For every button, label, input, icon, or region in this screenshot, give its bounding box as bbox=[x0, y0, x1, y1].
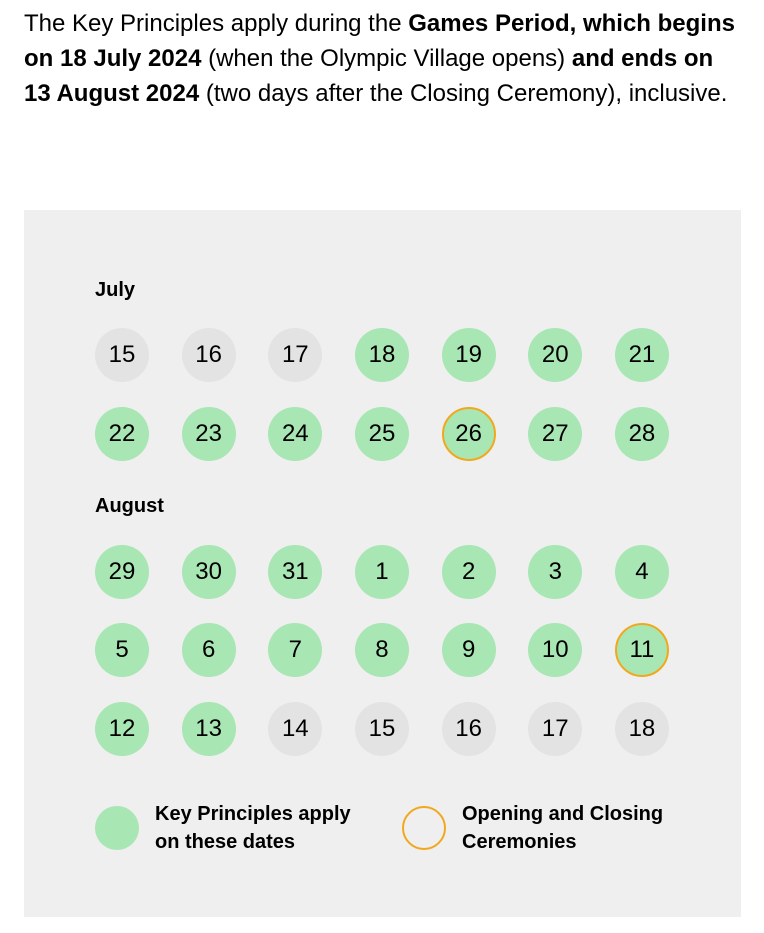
calendar-day: 17 bbox=[528, 702, 582, 756]
calendar-row-1 bbox=[95, 328, 669, 382]
calendar-day: 8 bbox=[355, 623, 409, 677]
calendar-day: 6 bbox=[182, 623, 236, 677]
legend-ceremony bbox=[402, 800, 672, 856]
calendar-day: 28 bbox=[615, 407, 669, 461]
calendar-day: 24 bbox=[268, 407, 322, 461]
calendar-day: 2 bbox=[442, 545, 496, 599]
calendar-day: 5 bbox=[95, 623, 149, 677]
intro-bold-1: Games Period, which begins on 18 July 2024 bbox=[24, 10, 735, 72]
calendar-day: 30 bbox=[182, 545, 236, 599]
calendar-row-3 bbox=[95, 545, 669, 599]
ceremony-day: 26 bbox=[442, 407, 496, 461]
calendar-day: 31 bbox=[268, 545, 322, 599]
intro-text-1: The Key Principles apply during the bbox=[24, 10, 409, 37]
intro-paragraph bbox=[24, 6, 744, 111]
calendar-day: 15 bbox=[95, 328, 149, 382]
calendar-day: 13 bbox=[182, 702, 236, 756]
calendar-day: 15 bbox=[355, 702, 409, 756]
calendar-day: 29 bbox=[95, 545, 149, 599]
calendar-row-5 bbox=[95, 702, 669, 756]
calendar-day: 14 bbox=[268, 702, 322, 756]
intro-bold-2: and ends on 13 August 2024 bbox=[24, 45, 714, 107]
calendar-row-4 bbox=[95, 623, 669, 677]
legend-active-label: Key Principles apply on these dates bbox=[155, 803, 351, 853]
ceremony-day: 11 bbox=[615, 623, 669, 677]
calendar-day: 21 bbox=[615, 328, 669, 382]
legend-ceremony-swatch bbox=[402, 806, 446, 850]
month-label-july: July bbox=[95, 279, 136, 301]
calendar-day: 4 bbox=[615, 545, 669, 599]
month-label-august: August bbox=[95, 495, 164, 517]
calendar-row-2 bbox=[95, 407, 669, 461]
calendar-day: 7 bbox=[268, 623, 322, 677]
calendar-day: 16 bbox=[182, 328, 236, 382]
calendar-day: 27 bbox=[528, 407, 582, 461]
calendar-day: 18 bbox=[355, 328, 409, 382]
calendar-day: 25 bbox=[355, 407, 409, 461]
intro-text-2: (when the Olympic Village opens) bbox=[201, 45, 572, 72]
calendar-day: 22 bbox=[95, 407, 149, 461]
calendar-day: 10 bbox=[528, 623, 582, 677]
calendar-day: 23 bbox=[182, 407, 236, 461]
legend-ceremony-label: Opening and Closing Ceremonies bbox=[462, 803, 664, 853]
legend-active-swatch bbox=[95, 806, 139, 850]
calendar-day: 19 bbox=[442, 328, 496, 382]
calendar-day: 16 bbox=[442, 702, 496, 756]
calendar-day: 20 bbox=[528, 328, 582, 382]
calendar-day: 1 bbox=[355, 545, 409, 599]
legend-active bbox=[95, 800, 365, 856]
calendar-day: 17 bbox=[268, 328, 322, 382]
calendar-panel bbox=[24, 210, 741, 917]
calendar-day: 3 bbox=[528, 545, 582, 599]
calendar-day: 12 bbox=[95, 702, 149, 756]
calendar-day: 9 bbox=[442, 623, 496, 677]
intro-text-3: (two days after the Closing Ceremony), inclusive. bbox=[199, 80, 728, 107]
calendar-day: 18 bbox=[615, 702, 669, 756]
